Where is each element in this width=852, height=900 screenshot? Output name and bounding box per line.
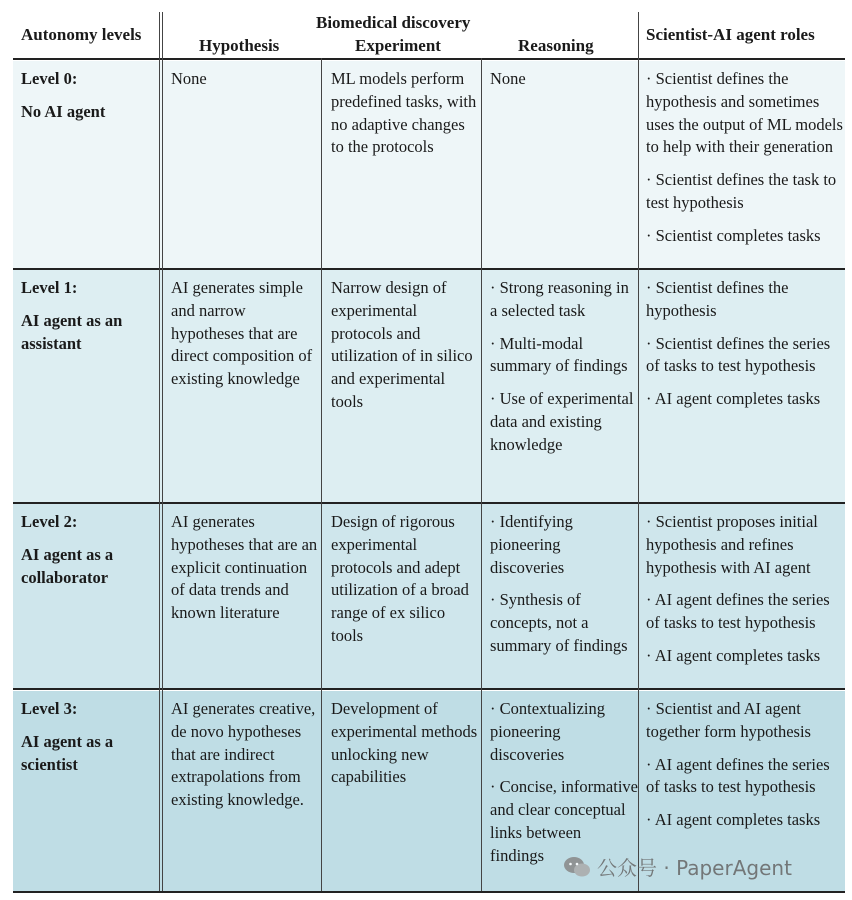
reasoning-item: None <box>490 69 526 88</box>
cell-roles <box>646 61 843 268</box>
hypothesis-text: AI generates simple and narrow hypotheses that are direct composition of existing knowledge <box>171 278 313 389</box>
cell-experiment <box>331 61 481 268</box>
level-number: Level 3: <box>21 699 78 718</box>
reasoning-item: · Synthesis of concepts, not a summary of findings <box>490 590 628 655</box>
role-item: · Scientist completes tasks <box>646 225 821 245</box>
level-name: No AI agent <box>21 101 106 121</box>
reasoning-item: · Multi-modal summary of findings <box>490 333 628 376</box>
header-roles: Scientist-AI agent roles <box>646 25 815 44</box>
cell-level <box>21 270 161 502</box>
watermark <box>563 852 792 881</box>
role-item: · AI agent completes tasks <box>646 389 821 409</box>
hypothesis-text: AI generates creative, de novo hypotheses that are indirect extrapolations from existing knowledge. <box>171 699 316 810</box>
level-name: AI agent as a scientist <box>21 731 114 774</box>
experiment-text: ML models perform predefined tasks, with no adaptive changes to the protocols <box>331 69 477 157</box>
reasoning-item: · Strong reasoning in a selected task <box>490 278 629 320</box>
cell-experiment <box>331 270 481 502</box>
column-divider <box>481 58 482 891</box>
hypothesis-text: None <box>171 69 207 88</box>
header-autonomy-levels: Autonomy levels <box>21 25 142 44</box>
role-item: · AI agent defines the series of tasks to test hypothesis <box>646 754 830 797</box>
cell-hypothesis <box>171 691 321 891</box>
level-name: AI agent as an assistant <box>21 310 123 353</box>
cell-hypothesis <box>171 61 321 268</box>
experiment-text: Development of experimental methods unlocking new capabilities <box>331 699 478 787</box>
header-rule <box>13 58 845 60</box>
cell-hypothesis <box>171 270 321 502</box>
table-row-level-1 <box>13 270 845 502</box>
reasoning-item: · Contextualizing pioneering discoveries <box>490 699 606 764</box>
level-number: Level 2: <box>21 512 78 531</box>
wechat-icon <box>563 856 591 878</box>
cell-roles <box>646 504 843 688</box>
experiment-text: Narrow design of experimental protocols and utilization of in silico and experimental tools <box>331 278 473 411</box>
cell-hypothesis <box>171 504 321 688</box>
role-item: · Scientist defines the task to test hypothesis <box>646 170 837 212</box>
hypothesis-text: AI generates hypotheses that are an explicit continuation of data trends and known literature <box>171 512 318 623</box>
cell-level <box>21 504 161 688</box>
column-divider-double <box>159 12 163 891</box>
autonomy-levels-table <box>13 0 845 900</box>
cell-level <box>21 691 161 891</box>
cell-reasoning <box>490 270 638 502</box>
level-number: Level 1: <box>21 278 78 297</box>
header-hypothesis: Hypothesis <box>199 36 280 55</box>
watermark-text: 公众号 · PaperAgent <box>597 856 792 880</box>
experiment-text: Design of rigorous experimental protocols and adept utilization of a broad range of ex silico tools <box>331 512 469 645</box>
role-item: · Scientist defines the hypothesis and sometimes uses the output of ML models to help with their generation <box>646 69 843 157</box>
role-item: · Scientist and AI agent together form hypothesis <box>646 699 811 741</box>
table-row-level-0 <box>13 61 845 268</box>
row-separator <box>13 688 845 690</box>
role-item: · Scientist proposes initial hypothesis and refines hypothesis with AI agent <box>646 512 818 577</box>
header-experiment: Experiment <box>355 36 441 55</box>
reasoning-item: · Identifying pioneering discoveries <box>490 512 573 577</box>
table-row-level-2 <box>13 504 845 688</box>
table-header <box>13 0 845 58</box>
cell-experiment <box>331 691 481 891</box>
column-divider <box>321 58 322 891</box>
role-item: · Scientist defines the series of tasks to test hypothesis <box>646 333 831 376</box>
row-separator-bottom <box>13 891 845 893</box>
cell-level <box>21 61 161 268</box>
reasoning-item: · Use of experimental data and existing knowledge <box>490 389 634 454</box>
cell-experiment <box>331 504 481 688</box>
cell-reasoning <box>490 504 638 688</box>
role-item: · AI agent completes tasks <box>646 645 821 665</box>
header-reasoning: Reasoning <box>518 36 594 55</box>
cell-reasoning <box>490 61 638 268</box>
column-divider <box>638 12 639 891</box>
role-item: · AI agent defines the series of tasks to test hypothesis <box>646 590 830 633</box>
reasoning-item: · Concise, informative and clear conceptual links between findings <box>490 777 639 865</box>
cell-roles <box>646 270 843 502</box>
header-biomedical-discovery: Biomedical discovery <box>316 13 471 32</box>
role-item: · AI agent completes tasks <box>646 810 821 830</box>
level-number: Level 0: <box>21 69 78 88</box>
level-name: AI agent as a collaborator <box>21 544 114 587</box>
role-item: · Scientist defines the hypothesis <box>646 278 789 320</box>
